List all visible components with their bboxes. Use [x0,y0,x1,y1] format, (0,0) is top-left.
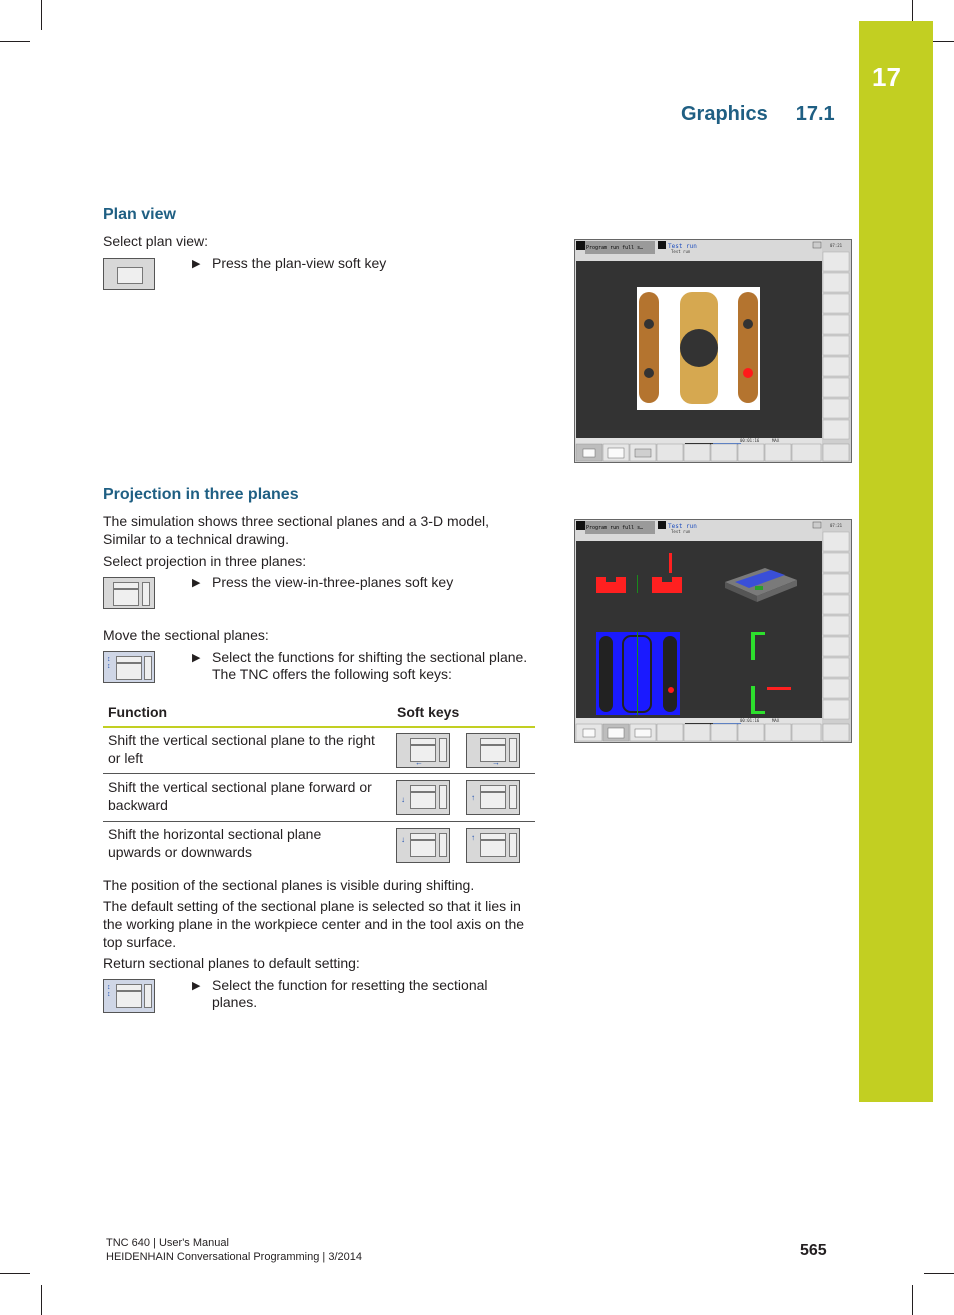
header-title: Graphics [681,103,768,125]
three-planes-step: ▶ Press the view-in-three-planes soft key [192,574,454,590]
table-header-rule [103,726,535,728]
softkey-table [103,704,535,864]
shift-horizontal-up-softkey[interactable] [466,828,520,863]
tnc-screen-plan-view [574,239,852,463]
svg-text:07:21: 07:21 [830,523,843,528]
shift-horizontal-down-softkey[interactable] [396,828,450,863]
crop-mark [0,1273,30,1274]
crop-mark [924,1273,954,1274]
table-row-function: Shift the vertical sectional plane to the right or left [108,732,375,766]
shift-vertical-forward-softkey[interactable] [396,780,450,815]
row-divider [103,773,535,774]
svg-text:Test run: Test run [668,243,697,250]
arrow-right-icon: → [492,758,500,767]
shift-vertical-left-softkey[interactable] [396,733,450,768]
col-function: Function [108,704,168,720]
shift-vertical-right-softkey[interactable] [466,733,520,768]
projection-intro: The simulation shows three sectional planes and a 3-D model, Similar to a technical drawing. [103,513,489,547]
table-row-function: Shift the horizontal sectional plane upwards or downwards [108,826,322,860]
svg-text:Test run: Test run [671,529,691,534]
shift-vertical-backward-softkey[interactable] [466,780,520,815]
projection-select-intro: Select projection in three planes: [103,553,307,569]
footer-line-1: TNC 640 | User's Manual [106,1237,229,1249]
bullet-arrow-icon: ▶ [192,577,201,589]
chapter-number: 17 [872,62,901,92]
crop-mark [41,1285,42,1315]
svg-text:07:21: 07:21 [830,243,843,248]
arrow-up-icon: ↑ [471,833,475,842]
svg-text:00:01:16: 00:01:16 [740,438,760,443]
bullet-arrow-icon: ▶ [192,652,201,664]
footer-line-2: HEIDENHAIN Conversational Programming | 3/2014 [106,1251,362,1263]
running-header [681,103,835,126]
plan-view-intro: Select plan view: [103,233,209,249]
arrow-up-icon: ↑ [471,793,475,802]
reset-step: ▶ Select the function for resetting the sectional planes. [192,977,488,1010]
svg-text:Test run: Test run [668,523,697,530]
svg-text:Program run full s…: Program run full s… [586,525,644,531]
para-position: The position of the sectional planes is visible during shifting. [103,877,475,893]
plan-view-heading: Plan view [103,206,176,223]
row-divider [103,821,535,822]
shift-planes-step: ▶ Select the functions for shifting the sectional plane. The TNC offers the following soft keys: [192,649,528,682]
header-section: 17.1 [795,103,835,125]
shift-planes-softkey[interactable] [103,651,155,683]
bullet-arrow-icon: ▶ [192,258,201,270]
chapter-tab [859,21,933,1102]
crop-mark [41,0,42,30]
para-default: The default setting of the sectional plane is selected so that it lies in the working plane in the workpiece center and in the tool axis on the top surface. [103,898,525,950]
reset-intro: Return sectional planes to default setting: [103,955,360,971]
arrow-icon: ↕ ↕ [107,656,111,670]
svg-text:Program run full s…: Program run full s… [586,245,644,251]
projection-heading: Projection in three planes [103,486,299,503]
arrow-icon: ↕ ↕ [107,984,111,998]
plan-view-step: ▶ Press the plan-view soft key [192,255,387,271]
crop-mark [0,41,30,42]
table-row-function: Shift the vertical sectional plane forward or backward [108,779,372,813]
svg-text:00:01:16: 00:01:16 [740,718,760,723]
arrow-left-icon: ← [415,758,423,767]
page-number: 565 [800,1242,827,1259]
arrow-down-icon: ↓ [401,835,405,844]
three-planes-softkey[interactable] [103,577,155,609]
tnc-screen-three-planes [574,519,852,743]
move-planes-intro: Move the sectional planes: [103,627,269,643]
col-softkeys: Soft keys [397,704,460,720]
svg-text:MAX: MAX [772,718,780,723]
svg-text:MAX: MAX [772,438,780,443]
svg-text:Test run: Test run [671,249,691,254]
plan-view-softkey[interactable] [103,258,155,290]
reset-planes-softkey[interactable] [103,979,155,1013]
footer [106,1236,362,1264]
crop-mark [912,1285,913,1315]
arrow-down-icon: ↓ [401,795,405,804]
bullet-arrow-icon: ▶ [192,980,201,992]
